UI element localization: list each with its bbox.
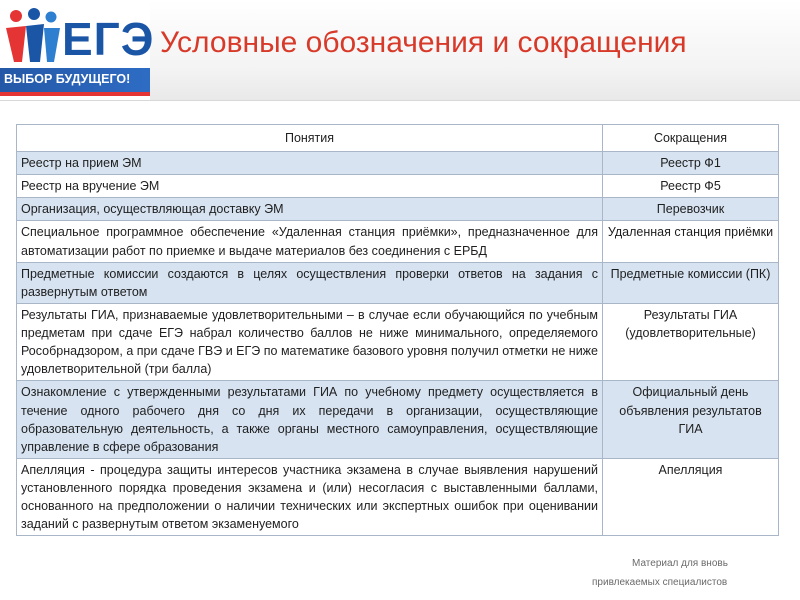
abbr-cell: Официальный день объявления результатов ГИА xyxy=(603,381,779,459)
column-header-abbr: Сокращения xyxy=(603,125,779,152)
footnote xyxy=(592,554,792,592)
table-row xyxy=(17,458,779,536)
terms-table-container xyxy=(16,124,778,536)
page-title: Условные обозначения и сокращения xyxy=(160,26,687,59)
term-cell: Апелляция - процедура защиты интересов участника экзамена в случае выявления нарушений установленного порядка проведения экзамена и (или) несогласия с выставленными баллами, основанного на предположении о наличии технических или экспертных ошибок при оценивании заданий с развернутым ответом экзаменуемого xyxy=(17,458,603,536)
term-cell: Организация, осуществляющая доставку ЭМ xyxy=(17,198,603,221)
abbr-cell: Предметные комиссии (ПК) xyxy=(603,262,779,303)
term-cell: Предметные комиссии создаются в целях осуществления проверки ответов на задания с развернутым ответом xyxy=(17,262,603,303)
abbr-cell: Реестр Ф1 xyxy=(603,152,779,175)
term-cell: Реестр на вручение ЭМ xyxy=(17,175,603,198)
terms-table xyxy=(16,124,779,536)
people-figures-icon xyxy=(4,8,62,64)
footnote-line-2: привлекаемых специалистов xyxy=(592,577,728,588)
abbr-cell: Результаты ГИА (удовлетворительные) xyxy=(603,303,779,381)
table-header-row xyxy=(17,125,779,152)
term-cell: Ознакомление с утвержденными результатами ГИА по учебному предмету осуществляется в течение одного рабочего дня со дня их передачи в организации, осуществляющие образовательную деятельность, а также органы местного самоуправления, осуществляющие управление в сфере образования xyxy=(17,381,603,459)
logo-slogan: ВЫБОР БУДУЩЕГО! xyxy=(4,72,131,86)
abbr-cell: Удаленная станция приёмки xyxy=(603,221,779,262)
table-row xyxy=(17,381,779,459)
term-cell: Результаты ГИА, признаваемые удовлетворительными – в случае если обучающийся по учебным предметам при сдаче ЕГЭ набрал количество баллов не ниже минимального, определяемого Рособрнадзором, а при сдаче ГВЭ и ЕГЭ по математике базового уровня получил отметки не ниже удовлетворительной (три балла) xyxy=(17,303,603,381)
table-row xyxy=(17,198,779,221)
term-cell: Специальное программное обеспечение «Удаленная станция приёмки», предназначенное для автоматизации работ по приемке и выдаче материалов без соединения с ЕРБД xyxy=(17,221,603,262)
column-header-terms: Понятия xyxy=(17,125,603,152)
logo-red-line xyxy=(0,92,150,96)
table-row xyxy=(17,175,779,198)
abbr-cell: Перевозчик xyxy=(603,198,779,221)
table-row xyxy=(17,221,779,262)
table-row xyxy=(17,262,779,303)
footnote-line-1: Материал для вновь xyxy=(632,558,728,569)
abbr-cell: Реестр Ф5 xyxy=(603,175,779,198)
table-row xyxy=(17,152,779,175)
term-cell: Реестр на прием ЭМ xyxy=(17,152,603,175)
abbr-cell: Апелляция xyxy=(603,458,779,536)
ege-logo xyxy=(0,0,155,100)
logo-text: ЕГЭ xyxy=(62,13,155,65)
table-row xyxy=(17,303,779,381)
